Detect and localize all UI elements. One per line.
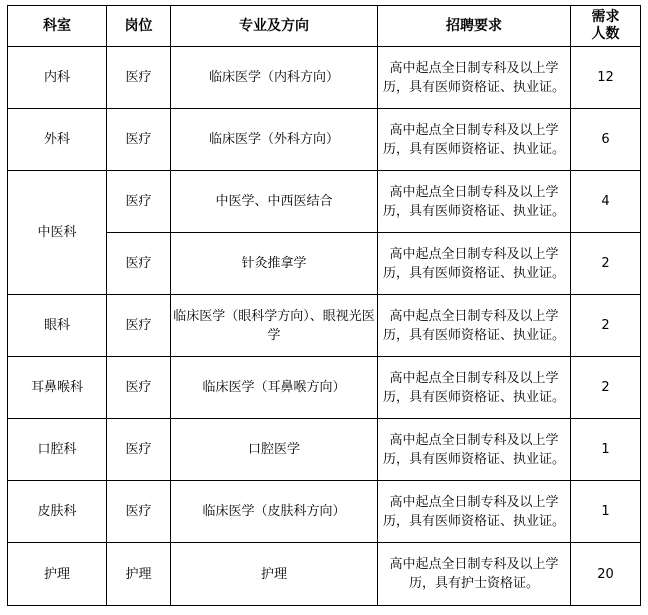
dept-cell: 耳鼻喉科 [8, 357, 107, 419]
post-cell: 医疗 [107, 481, 171, 543]
major-cell: 口腔医学 [171, 419, 378, 481]
dept-cell: 护理 [8, 543, 107, 606]
header-headcount: 需求人数 [571, 6, 641, 47]
header-post: 岗位 [107, 6, 171, 47]
dept-cell: 内科 [8, 47, 107, 109]
headcount-cell: 12 [571, 47, 641, 109]
table-row [8, 109, 641, 171]
major-cell: 临床医学（内科方向） [171, 47, 378, 109]
post-cell: 医疗 [107, 171, 171, 233]
post-cell: 医疗 [107, 233, 171, 295]
post-cell: 医疗 [107, 47, 171, 109]
requirements-cell: 高中起点全日制专科及以上学历，具有医师资格证、执业证。 [378, 419, 571, 481]
table-row [8, 543, 641, 606]
header-requirements: 招聘要求 [378, 6, 571, 47]
dept-cell: 口腔科 [8, 419, 107, 481]
dept-cell: 皮肤科 [8, 481, 107, 543]
table-row [8, 295, 641, 357]
major-cell: 护理 [171, 543, 378, 606]
headcount-cell: 1 [571, 419, 641, 481]
dept-cell: 中医科 [8, 171, 107, 295]
header-dept: 科室 [8, 6, 107, 47]
table-row [8, 419, 641, 481]
dept-cell: 眼科 [8, 295, 107, 357]
header-major: 专业及方向 [171, 6, 378, 47]
post-cell: 医疗 [107, 295, 171, 357]
post-cell: 医疗 [107, 109, 171, 171]
requirements-cell: 高中起点全日制专科及以上学历，具有医师资格证、执业证。 [378, 171, 571, 233]
table-row [8, 47, 641, 109]
requirements-cell: 高中起点全日制专科及以上学历，具有医师资格证、执业证。 [378, 357, 571, 419]
post-cell: 护理 [107, 543, 171, 606]
major-cell: 中医学、中西医结合 [171, 171, 378, 233]
post-cell: 医疗 [107, 357, 171, 419]
requirements-cell: 高中起点全日制专科及以上学历，具有医师资格证、执业证。 [378, 47, 571, 109]
post-cell: 医疗 [107, 419, 171, 481]
headcount-cell: 6 [571, 109, 641, 171]
headcount-cell: 4 [571, 171, 641, 233]
requirements-cell: 高中起点全日制专科及以上学历，具有护士资格证。 [378, 543, 571, 606]
headcount-cell: 2 [571, 357, 641, 419]
header-row [8, 6, 641, 47]
major-cell: 临床医学（外科方向） [171, 109, 378, 171]
requirements-cell: 高中起点全日制专科及以上学历，具有医师资格证、执业证。 [378, 481, 571, 543]
recruitment-table [7, 5, 641, 606]
dept-cell: 外科 [8, 109, 107, 171]
requirements-cell: 高中起点全日制专科及以上学历，具有医师资格证、执业证。 [378, 109, 571, 171]
headcount-cell: 2 [571, 233, 641, 295]
requirements-cell: 高中起点全日制专科及以上学历，具有医师资格证、执业证。 [378, 295, 571, 357]
major-cell: 针灸推拿学 [171, 233, 378, 295]
headcount-cell: 20 [571, 543, 641, 606]
major-cell: 临床医学（皮肤科方向） [171, 481, 378, 543]
major-cell: 临床医学（眼科学方向）、眼视光医学 [171, 295, 378, 357]
table-row [8, 171, 641, 233]
major-cell: 临床医学（耳鼻喉方向） [171, 357, 378, 419]
headcount-cell: 1 [571, 481, 641, 543]
table-row [8, 481, 641, 543]
table-row [8, 357, 641, 419]
headcount-cell: 2 [571, 295, 641, 357]
requirements-cell: 高中起点全日制专科及以上学历，具有医师资格证、执业证。 [378, 233, 571, 295]
